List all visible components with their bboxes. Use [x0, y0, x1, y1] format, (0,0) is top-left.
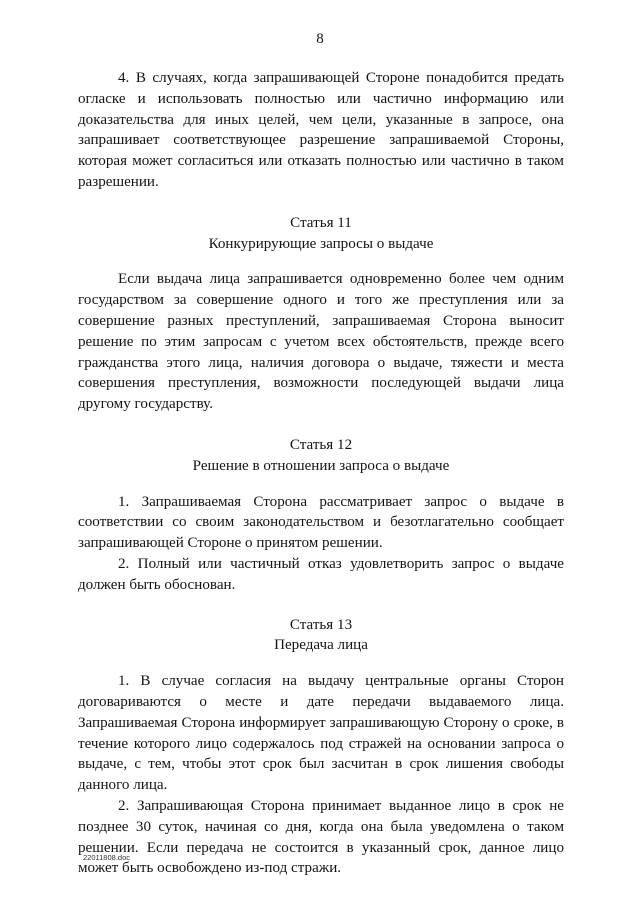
article-12-number: Статья 12 [289, 436, 353, 453]
article-13-title: Передача лица [274, 637, 368, 654]
article-11-paragraph: Если выдача лица запрашивается одновременно более чем одним государством за совершение одного и того же преступления или за совершение разных преступлений, запрашиваемая Сторона выносит решение по этим запросам с учетом всех обстоятельств, прежде всего гражданства этого лица, наличия договора о выдаче, тяжести и места совершения преступления, возможности последующей выдачи лица другому государству. [78, 271, 564, 413]
paragraph-4-previous-article: 4. В случаях, когда запрашивающей Стороне понадобится предать огласке и использовать полностью или частично информацию или доказательства для иных целей, чем цели, указанные в запросе, она запрашивает соответствующее разрешение запрашиваемой Стороны, которая может согласиться или отказать полностью или частично в таком разрешении. [78, 70, 564, 190]
article-13 [78, 615, 564, 880]
article-12-title: Решение в отношении запроса о выдаче [192, 457, 450, 474]
article-11 [78, 213, 564, 415]
article-12-paragraph-2: 2. Полный или частичный отказ удовлетворить запрос о выдаче должен быть обоснован. [78, 555, 564, 593]
article-11-title: Конкурирующие запросы о выдаче [208, 235, 434, 252]
footer-file-code: 22011808.doc [83, 853, 130, 862]
page-number: 8 [316, 31, 324, 47]
article-13-paragraph-2: 2. Запрашивающая Сторона принимает выданное лицо в срок не позднее 30 суток, начиная со дня, когда она была уведомлена о таком решении. Если передача не состоится в указанный срок, данное лицо может быть освобождено из-под стражи. [78, 797, 564, 877]
article-12 [78, 435, 564, 596]
article-11-number: Статья 11 [290, 214, 352, 231]
document-body [78, 68, 564, 879]
article-13-number: Статья 13 [289, 616, 353, 633]
article-12-paragraph-1: 1. Запрашиваемая Сторона рассматривает запрос о выдаче в соответствии со своим законодательством и безотлагательно сообщает запрашивающей Стороне о принятом решении. [78, 493, 564, 552]
article-13-paragraph-1: 1. В случае согласия на выдачу центральные органы Сторон договариваются о месте и дате передачи выдаваемого лица. Запрашиваемая Сторона информирует запрашивающую Сторону о сроке, в течение которого лицо содержалось под стражей на основании запроса о выдаче, с тем, чтобы этот срок был засчитан в срок лишения свободы данного лица. [78, 673, 564, 794]
